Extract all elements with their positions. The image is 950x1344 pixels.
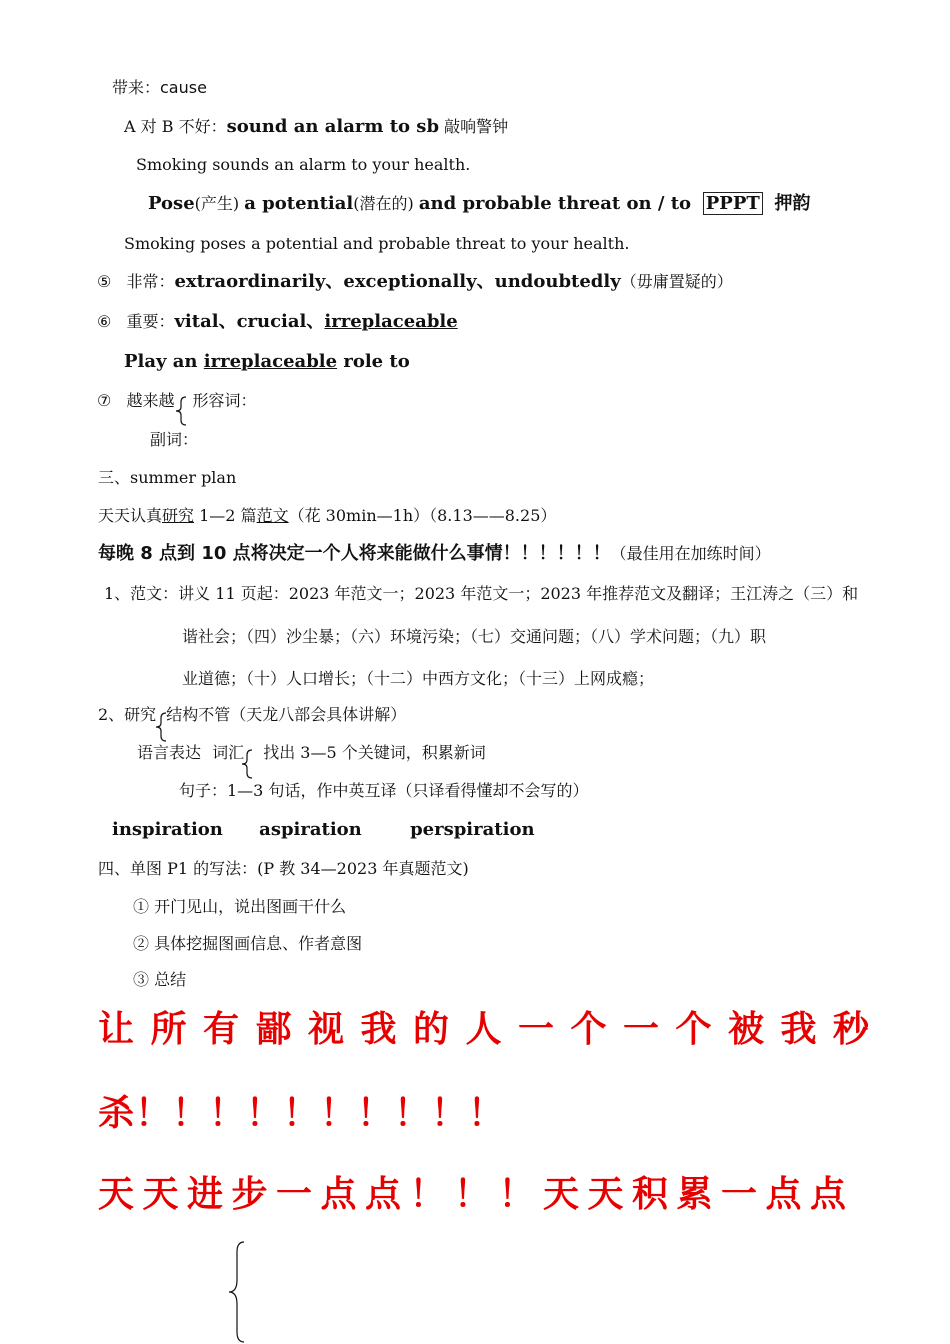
left-brace-icon [240, 749, 256, 779]
words: vital、crucial、 [174, 311, 325, 332]
line-sentences [179, 781, 588, 800]
phrase: sound an alarm to sb [226, 116, 440, 137]
text: 带来：cause [112, 78, 207, 97]
meaning: 敲响警钟 [439, 117, 509, 136]
item-2-line [98, 705, 406, 724]
line-language-expression [137, 743, 486, 762]
word-pose: Pose [148, 193, 195, 214]
label: A 对 B 不好： [124, 117, 227, 136]
t1: 天天认真 [98, 506, 163, 525]
note: （最佳用在加练时间） [610, 544, 771, 563]
t4: 范文 [256, 506, 289, 525]
word-irreplaceable: irreplaceable [324, 311, 458, 332]
motto-line-1 [98, 1008, 886, 1051]
vocab: 词汇 [212, 743, 245, 762]
label: 非常： [126, 272, 175, 291]
item-number: ⑥ [97, 312, 112, 331]
line-sound-alarm [124, 116, 508, 138]
label: 重要： [126, 312, 175, 331]
left-brace-icon [174, 396, 190, 426]
text: 四、单图 P1 的写法：(P 教 34—2023 年真题范文) [98, 859, 469, 878]
text: 业道德；（十）人口增长；（十二）中西方文化；（十三）上网成瘾； [182, 669, 655, 688]
line-pose-threat [148, 193, 810, 215]
item-number: ⑦ [97, 391, 112, 410]
pppt-box: PPPT [703, 192, 763, 215]
word-aspiration: aspiration [259, 819, 362, 840]
item-1-line-c [182, 669, 654, 688]
text-structure: 结构不管（天龙八部会具体讲解） [166, 705, 407, 724]
line-cause [112, 78, 207, 97]
section-heading-4 [98, 859, 469, 878]
line-play-role [124, 351, 410, 373]
step-1 [133, 897, 346, 916]
text-end: role to [337, 351, 410, 372]
example-sentence-2 [124, 234, 629, 253]
word-irreplaceable: irreplaceable [203, 351, 338, 372]
text: 句子：1—3 句话，作中英互译（只译看得懂却不会写的） [179, 781, 589, 800]
phrase-threat: and probable threat on / to [418, 193, 692, 214]
text: Smoking poses a potential and probable threat to your health. [124, 234, 630, 253]
gloss-pose: (产生) [194, 194, 245, 213]
word-perspiration: perspiration [410, 819, 535, 840]
text: 副词： [150, 430, 199, 449]
t3: 1—2 篇 [194, 506, 257, 525]
text: 天天进步一点点！！！天天积累一点点 [98, 1174, 855, 1215]
t2: 研究 [162, 506, 195, 525]
label: 越来越 [126, 391, 175, 410]
text: 让所有鄙视我的人一个一个被我秒 [98, 1009, 886, 1050]
example-sentence-1 [136, 155, 470, 174]
adjective: 形容词： [192, 391, 257, 410]
label: 语言表达 [137, 743, 202, 762]
phrase-potential: a potential [244, 193, 354, 214]
item-number: ⑤ [97, 272, 112, 291]
item-1-line-a [104, 584, 858, 603]
text-research: 2、研究 [98, 705, 157, 724]
bold-text: 每晚 8 点到 10 点将决定一个人将来能做什么事情！！！！！！ [98, 543, 611, 564]
text: 三、summer plan [98, 468, 237, 487]
words: extraordinarily、exceptionally、undoubtedly [174, 271, 621, 292]
item-1-line-b [182, 627, 766, 646]
step-3 [133, 970, 186, 989]
section-heading-3 [98, 468, 236, 487]
rhyme-label: 押韵 [774, 193, 811, 214]
line-extraordinarily [97, 271, 733, 293]
large-brace-icon [226, 1240, 250, 1344]
gloss-potential: (潜在的) [353, 194, 419, 213]
t5: （花 30min—1h）（8.13——8.25） [288, 506, 557, 525]
text: ① 开门见山，说出图画干什么 [133, 897, 347, 916]
gloss: （毋庸置疑的） [620, 272, 733, 291]
text: Smoking sounds an alarm to your health. [136, 155, 471, 174]
line-evening [98, 543, 771, 565]
vocab-note: 找出 3—5 个关键词，积累新词 [263, 743, 486, 762]
line-daily-study [98, 506, 556, 525]
text: 1、范文：讲义 11 页起：2023 年范文一；2023 年范文一；2023 年推荐范文及翻译；王江涛之（三）和 [104, 584, 859, 603]
text: 杀！！！！！！！！！！ [98, 1093, 506, 1134]
text: ② 具体挖掘图画信息、作者意图 [133, 934, 363, 953]
word-inspiration: inspiration [112, 819, 223, 840]
text: ③ 总结 [133, 970, 187, 989]
line-adverb [150, 430, 198, 449]
left-brace-icon [154, 712, 170, 742]
motto-line-3 [98, 1173, 855, 1216]
text-start: Play an [124, 351, 204, 372]
step-2 [133, 934, 362, 953]
line-important [97, 311, 458, 333]
line-three-words [112, 819, 535, 841]
motto-line-2 [98, 1092, 505, 1135]
text: 谐社会；（四）沙尘暴；（六）环境污染；（七）交通问题；（八）学术问题；（九）职 [182, 627, 767, 646]
